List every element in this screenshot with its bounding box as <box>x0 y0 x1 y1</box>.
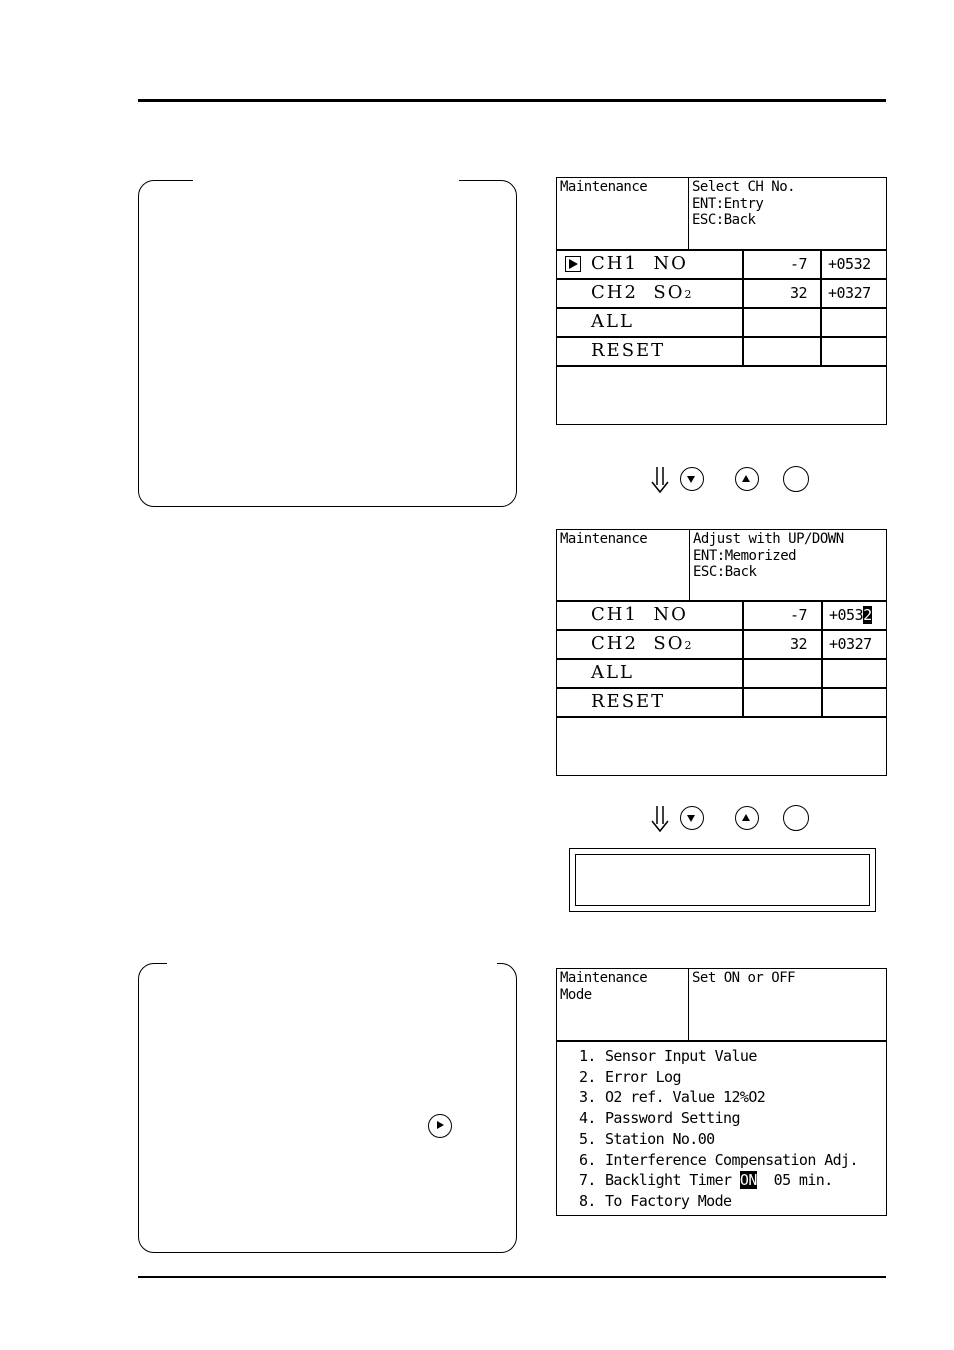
menu-item-interference[interactable]: 6. Interference Compensation Adj. <box>579 1150 858 1169</box>
backlight-toggle-value[interactable]: ON <box>739 1171 757 1190</box>
ch1-reading: -7 <box>789 255 807 273</box>
menu-item-password[interactable]: 4. Password Setting <box>579 1109 740 1128</box>
edit-cursor: 2 <box>863 606 872 624</box>
menu-item-station-no[interactable]: 5. Station No.00 <box>579 1129 715 1148</box>
channel-row-ch1[interactable]: CH1 NO <box>591 253 688 274</box>
lcd-screen-select-channel <box>556 177 887 425</box>
double-down-arrow-icon <box>650 466 670 494</box>
key-sequence-1 <box>650 466 820 494</box>
note-box-upper <box>138 180 517 507</box>
maintenance-menu <box>579 1046 858 1212</box>
ch2-setting: +0327 <box>828 284 871 302</box>
channel-row-reset[interactable]: RESET <box>591 340 666 361</box>
right-key-icon <box>428 1114 452 1138</box>
menu-item-backlight-timer[interactable]: 7. Backlight Timer ON 05 min. <box>579 1171 833 1190</box>
channel-row-reset[interactable]: RESET <box>591 691 666 712</box>
channel-row-ch2[interactable]: CH2 SO2 <box>591 282 692 303</box>
channel-row-ch2[interactable]: CH2 SO2 <box>591 633 692 654</box>
ch2-reading: 32 <box>789 284 807 302</box>
menu-item-error-log[interactable]: 2. Error Log <box>579 1067 681 1086</box>
ch1-reading: -7 <box>789 606 807 624</box>
screen-instruction: Set ON or OFF <box>692 970 796 986</box>
ch1-setting: +0532 <box>828 255 871 273</box>
blank-key-icon <box>783 466 809 492</box>
lcd-screen-maintenance-mode <box>556 968 887 1216</box>
menu-item-sensor-input[interactable]: 1. Sensor Input Value <box>579 1047 757 1065</box>
header-rule <box>138 99 886 102</box>
blank-key-icon <box>783 805 809 831</box>
ch2-setting: +0327 <box>829 635 872 653</box>
down-key-icon <box>680 806 704 830</box>
ch2-reading: 32 <box>789 635 807 653</box>
ch1-setting-editable[interactable]: +0532 <box>829 606 872 624</box>
up-key-icon <box>735 806 759 830</box>
selection-pointer-icon <box>565 256 581 272</box>
channel-row-all[interactable]: ALL <box>591 662 634 683</box>
screen-instructions: Adjust with UP/DOWN ENT:Memorized ESC:Back <box>693 531 844 580</box>
screen-title: Maintenance <box>557 178 689 250</box>
note-box-lower <box>138 963 517 1253</box>
channel-row-all[interactable]: ALL <box>591 311 634 332</box>
screen-title: Maintenance Mode <box>557 969 689 1041</box>
screen-instructions: Select CH No. ENT:Entry ESC:Back <box>692 179 796 228</box>
menu-item-factory-mode[interactable]: 8. To Factory Mode <box>579 1191 732 1210</box>
message-frame <box>569 848 876 912</box>
menu-item-o2-ref[interactable]: 3. O2 ref. Value 12%O2 <box>579 1088 766 1107</box>
key-sequence-2 <box>650 805 820 833</box>
footer-rule <box>138 1276 886 1278</box>
lcd-screen-adjust <box>556 529 887 776</box>
double-down-arrow-icon <box>650 805 670 833</box>
up-key-icon <box>735 467 759 491</box>
channel-row-ch1[interactable]: CH1 NO <box>591 604 688 625</box>
down-key-icon <box>680 467 704 491</box>
screen-title: Maintenance <box>557 530 690 601</box>
